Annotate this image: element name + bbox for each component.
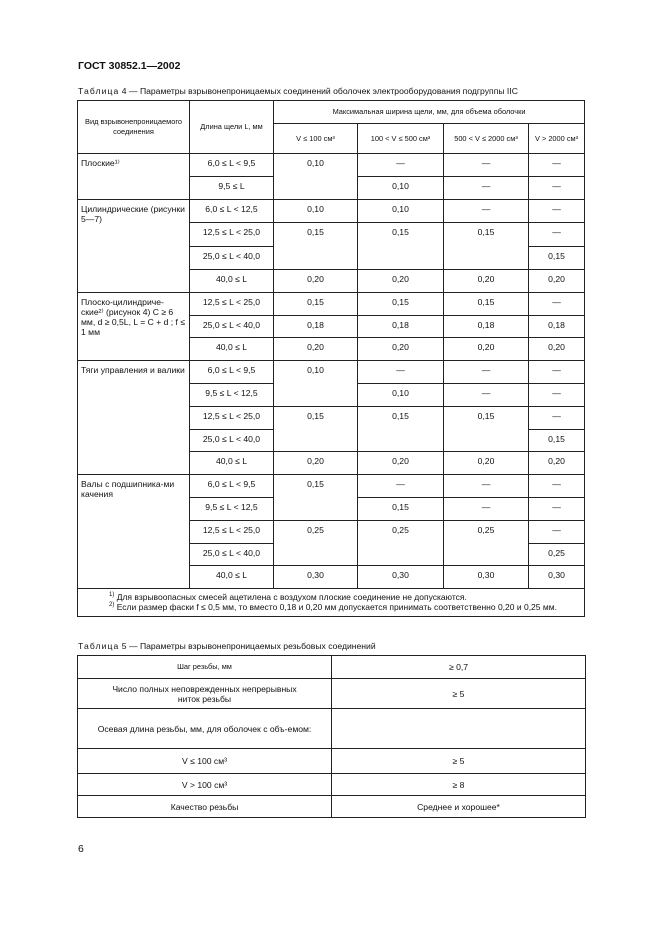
length-cell: 12,5 ≤ L < 25,0 (190, 407, 274, 430)
length-cell: 9,5 ≤ L (190, 177, 274, 200)
table4 (77, 100, 585, 617)
value-cell: — (529, 361, 585, 384)
length-cell: 40,0 ≤ L (190, 270, 274, 293)
value-cell: — (358, 361, 444, 384)
value-cell: 0,10 (274, 200, 358, 223)
value-cell: 0,30 (358, 566, 444, 589)
length-cell: 25,0 ≤ L < 40,0 (190, 544, 274, 566)
header-volume-3: 500 < V ≤ 2000 см³ (444, 124, 529, 154)
value-cell: 0,20 (444, 270, 529, 293)
table4-caption (78, 86, 518, 96)
value-cell: 0,20 (274, 338, 358, 361)
value-cell: — (529, 154, 585, 177)
table5-caption (78, 641, 376, 651)
value-cell: 0,20 (358, 338, 444, 361)
header-volume-2: 100 < V ≤ 500 см³ (358, 124, 444, 154)
length-cell: 12,5 ≤ L < 25,0 (190, 223, 274, 247)
standard-header: ГОСТ 30852.1—2002 (78, 60, 181, 72)
value-cell: 0,15 (444, 407, 529, 452)
thread-label: V ≤ 100 см³ (78, 749, 332, 774)
value-cell: — (529, 223, 585, 247)
value-cell: 0,20 (444, 338, 529, 361)
header-max-gap: Максимальная ширина щели, мм, для объема оболочки (274, 101, 585, 124)
value-cell: 0,10 (358, 200, 444, 223)
value-cell: 0,20 (529, 452, 585, 475)
value-cell: 0,15 (444, 223, 529, 270)
header-gap-length: Длина щели L, мм (190, 101, 274, 154)
value-cell: — (444, 154, 529, 177)
value-cell: — (444, 384, 529, 407)
value-cell: 0,20 (274, 270, 358, 293)
length-cell: 40,0 ≤ L (190, 452, 274, 475)
header-volume-4: V > 2000 см³ (529, 124, 585, 154)
value-cell: 0,20 (358, 452, 444, 475)
table4-footnotes (78, 589, 585, 617)
value-cell: — (358, 154, 444, 177)
footnote-2-mark: 2) (109, 602, 115, 609)
length-cell: 25,0 ≤ L < 40,0 (190, 316, 274, 338)
thread-label: Качество резьбы (78, 796, 332, 818)
value-cell: — (529, 384, 585, 407)
value-cell: 0,15 (358, 223, 444, 270)
group-label: Тяги управления и валики (78, 361, 190, 475)
value-cell: 0,10 (358, 384, 444, 407)
value-cell: — (529, 498, 585, 521)
value-cell: 0,20 (274, 452, 358, 475)
thread-label: V > 100 см³ (78, 774, 332, 796)
thread-label: Шаг резьбы, мм (78, 656, 332, 679)
footnote-1-mark: 1) (109, 592, 115, 599)
length-cell: 6,0 ≤ L < 9,5 (190, 475, 274, 498)
value-cell: 0,20 (529, 270, 585, 293)
value-cell: 0,15 (358, 293, 444, 316)
length-cell: 6,0 ≤ L < 9,5 (190, 361, 274, 384)
value-cell: 0,20 (358, 270, 444, 293)
value-cell: 0,10 (358, 177, 444, 200)
footnote-2 (81, 602, 581, 612)
table5 (77, 655, 586, 818)
length-cell: 25,0 ≤ L < 40,0 (190, 430, 274, 452)
value-cell: — (529, 177, 585, 200)
value-cell: 0,15 (274, 223, 358, 270)
value-cell: 0,18 (274, 316, 358, 338)
length-cell: 40,0 ≤ L (190, 338, 274, 361)
value-cell: — (444, 361, 529, 384)
thread-value (332, 709, 586, 749)
footnote-1-text: Для взрывоопасных смесей ацетилена с воздухом плоские соединение не допускаются. (116, 592, 467, 602)
thread-value: Среднее и хорошее* (332, 796, 586, 818)
value-cell: 0,15 (529, 247, 585, 270)
length-cell: 6,0 ≤ L < 12,5 (190, 200, 274, 223)
table4-caption-text: 4 — Параметры взрывонепроницаемых соединений оболочек электрооборудования подгруппы IIC (119, 86, 518, 96)
value-cell: 0,25 (358, 521, 444, 566)
length-cell: 25,0 ≤ L < 40,0 (190, 247, 274, 270)
value-cell: 0,25 (444, 521, 529, 566)
thread-value: ≥ 0,7 (332, 656, 586, 679)
thread-value: ≥ 8 (332, 774, 586, 796)
header-joint-type: Вид взрывонепроницаемого соединения (78, 101, 190, 154)
value-cell: 0,15 (358, 498, 444, 521)
length-cell: 6,0 ≤ L < 9,5 (190, 154, 274, 177)
value-cell: 0,20 (529, 338, 585, 361)
value-cell: 0,15 (444, 293, 529, 316)
value-cell: — (529, 407, 585, 430)
group-label: Плоско-цилиндриче-ские²⁾ (рисунок 4) C ≥ 6 мм, d ≥ 0,5L, L = C + d ; f ≤ 1 мм (78, 293, 190, 361)
value-cell: — (444, 177, 529, 200)
value-cell: 0,18 (444, 316, 529, 338)
value-cell: 0,30 (529, 566, 585, 589)
value-cell: 0,15 (529, 430, 585, 452)
value-cell: 0,25 (274, 521, 358, 566)
value-cell: 0,25 (529, 544, 585, 566)
thread-label: Осевая длина резьбы, мм, для оболочек с объ-емом: (78, 709, 332, 749)
footnote-1 (81, 592, 581, 602)
value-cell: 0,30 (274, 566, 358, 589)
value-cell: 0,15 (274, 407, 358, 452)
value-cell: 0,15 (274, 293, 358, 316)
thread-value: ≥ 5 (332, 679, 586, 709)
value-cell: — (358, 475, 444, 498)
header-volume-1: V ≤ 100 см³ (274, 124, 358, 154)
length-cell: 12,5 ≤ L < 25,0 (190, 521, 274, 544)
value-cell: 0,10 (274, 154, 358, 200)
table4-caption-word: Таблица (78, 86, 120, 96)
value-cell: — (529, 293, 585, 316)
thread-label: Число полных неповрежденных непрерывных ниток резьбы (78, 679, 332, 709)
value-cell: 0,15 (358, 407, 444, 452)
length-cell: 9,5 ≤ L < 12,5 (190, 384, 274, 407)
group-label: Валы с подшипника-ми качения (78, 475, 190, 589)
table5-caption-word: Таблица (78, 641, 120, 651)
value-cell: 0,18 (358, 316, 444, 338)
value-cell: — (529, 200, 585, 223)
length-cell: 40,0 ≤ L (190, 566, 274, 589)
value-cell: — (444, 475, 529, 498)
table5-caption-text: 5 — Параметры взрывонепроницаемых резьбовых соединений (119, 641, 376, 651)
value-cell: — (444, 498, 529, 521)
value-cell: 0,15 (274, 475, 358, 521)
thread-value: ≥ 5 (332, 749, 586, 774)
page-number: 6 (78, 843, 84, 855)
footnote-2-text: Если размер фаски f ≤ 0,5 мм, то вместо 0,18 и 0,20 мм допускается принимать соответственно 0,20 и 0,25 мм. (116, 602, 557, 612)
value-cell: 0,10 (274, 361, 358, 407)
value-cell: 0,20 (444, 452, 529, 475)
value-cell: 0,18 (529, 316, 585, 338)
value-cell: 0,30 (444, 566, 529, 589)
value-cell: — (444, 200, 529, 223)
length-cell: 9,5 ≤ L < 12,5 (190, 498, 274, 521)
value-cell: — (529, 521, 585, 544)
group-label: Цилиндрические (рисунки 5—7) (78, 200, 190, 293)
group-label: Плоские¹⁾ (78, 154, 190, 200)
value-cell: — (529, 475, 585, 498)
length-cell: 12,5 ≤ L < 25,0 (190, 293, 274, 316)
